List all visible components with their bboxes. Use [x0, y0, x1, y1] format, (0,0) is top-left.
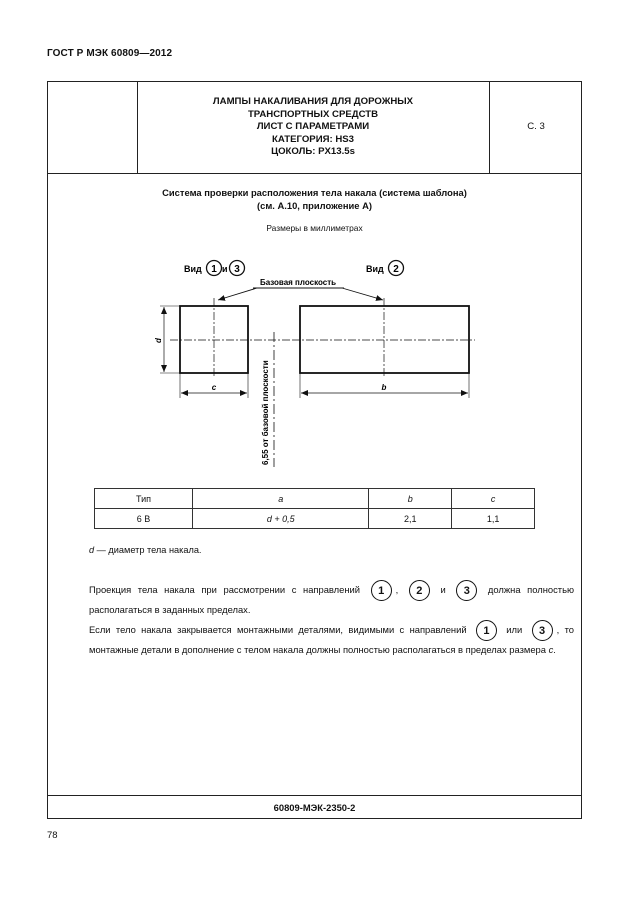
- right-gauge-rect: [300, 306, 469, 373]
- section-title-line1: Система проверки расположения тела накала (система шаблона): [162, 187, 467, 198]
- paragraph-projection: Проекция тела накала при рассмотрении с направлений 1 , 2 и 3 должна полностью располагаться в заданных пределах.: [89, 580, 574, 620]
- section-title-line2: (см. А.10, приложение А): [257, 200, 372, 211]
- table-row: [95, 509, 535, 529]
- direction-2-circle: 2: [409, 580, 430, 601]
- direction-3-circle: 3: [456, 580, 477, 601]
- view-right-label: Вид: [366, 264, 384, 274]
- gauge-figure: [150, 252, 480, 472]
- table-header-row: [95, 489, 535, 509]
- note-text: — диаметр тела накала.: [94, 545, 202, 555]
- direction-1-circle: 1: [476, 620, 497, 641]
- table-header-cell: b: [369, 489, 452, 509]
- diameter-note: [89, 545, 201, 555]
- table-cell: 6 В: [95, 509, 193, 529]
- view-and: и: [222, 264, 228, 274]
- standard-number: ГОСТ Р МЭК 60809—2012: [47, 48, 173, 59]
- direction-3-circle: 3: [532, 620, 553, 641]
- table-header-cell: a: [193, 489, 369, 509]
- base-plane-arrow-right: [342, 288, 383, 300]
- table-cell: 2,1: [369, 509, 452, 529]
- page-number: 78: [47, 830, 58, 841]
- units-note: Размеры в миллиметрах: [266, 223, 363, 233]
- title-line: ЛИСТ С ПАРАМЕТРАМИ: [256, 121, 370, 132]
- title-line: КАТЕГОРИЯ: HS3: [271, 133, 355, 145]
- view-num-3: 3: [234, 264, 240, 275]
- sheet-number: С. 3: [527, 121, 545, 132]
- dim-c-label: c: [211, 383, 217, 392]
- header-table: [47, 81, 582, 174]
- footer-code: 60809-МЭК-2350-2: [47, 795, 582, 819]
- header-blank-cell: [47, 81, 138, 173]
- view-left-label: Вид: [184, 264, 202, 274]
- title-line: ЦОКОЛЬ: PX13.5s: [271, 146, 355, 157]
- dim-d-label: d: [154, 338, 163, 343]
- base-plane-arrow-left: [218, 288, 257, 300]
- table-cell: 1,1: [452, 509, 535, 529]
- direction-1-circle: 1: [371, 580, 392, 601]
- dimensions-table: [94, 488, 535, 529]
- section-title: [47, 186, 582, 212]
- table-header-cell: Тип: [95, 489, 193, 509]
- paragraph-mounting: Если тело накала закрывается монтажными деталями, видимыми с направлений 1 или 3 , то монтажные детали в дополнение с телом накала должны полностью располагаться в пределах размера c.: [89, 620, 574, 660]
- note-symbol: d: [89, 545, 95, 555]
- reference-line-label: 6,55 от базовой плоскости: [261, 360, 270, 465]
- table-cell: d + 0,5: [193, 509, 369, 529]
- base-plane-label: Базовая плоскость: [259, 278, 337, 287]
- header-title-cell: [137, 81, 490, 173]
- title-line: ТРАНСПОРТНЫХ СРЕДСТВ: [247, 108, 379, 120]
- dim-b-label: b: [381, 383, 387, 392]
- title-line: ЛАМПЫ НАКАЛИВАНИЯ ДЛЯ ДОРОЖНЫХ: [212, 96, 414, 107]
- view-num-1: 1: [211, 264, 217, 275]
- view-num-2: 2: [393, 264, 399, 275]
- table-header-cell: c: [452, 489, 535, 509]
